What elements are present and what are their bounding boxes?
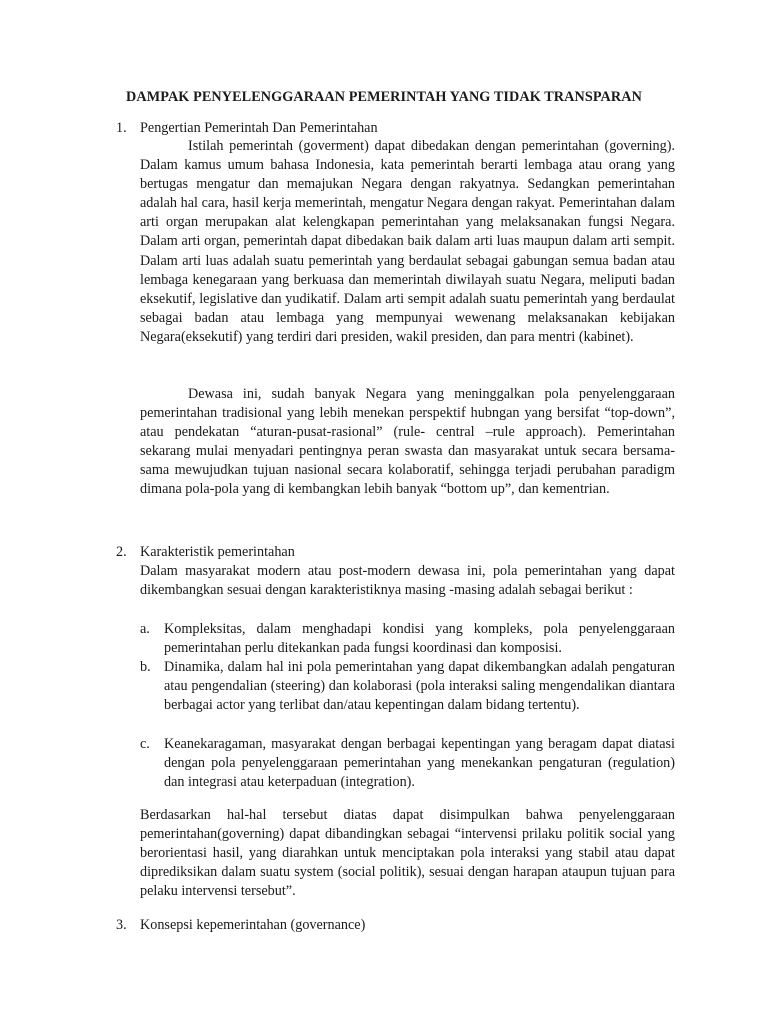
section-2-heading	[116, 544, 295, 561]
section-3-number: 3.	[116, 917, 127, 933]
section-1-number: 1.	[116, 120, 127, 136]
list-item-text: Dinamika, dalam hal ini pola pemerintahan yang dapat dikembangkan adalah pengaturan atau pengendalian (steering) dan kolaborasi (pola interaksi saling mengendalikan diantara berbagai actor yang terlibat dan/atau kepentingan dalam bidang tertentu).	[164, 659, 675, 714]
list-marker-a: a.	[140, 621, 150, 637]
section-1-paragraph-1: Istilah pemerintah (goverment) dapat dibedakan dengan pemerintahan (governing). Dalam kamus umum bahasa Indonesia, kata pemerintah berarti lembaga atau orang yang bertugas mengatur dan memajukan Negara dengan rakyatnya. Sedangkan pemerintahan adalah hal cara, hasil kerja memerintah, mengatur Negara dengan rakyat. Pemerintahan dalam arti organ merupakan alat kelengkapan pemerintahan yang melaksanakan fungsi Negara. Dalam arti organ, pemerintah dapat dibedakan baik dalam arti luas maupun dalam arti sempit. Dalam arti luas adalah suatu pemerintah yang berdaulat sebagai gabungan semua badan atau lembaga kenegaraan yang berkuasa dan memerintah diwilayah suatu Negara, meliputi badan eksekutif, legislative dan yudikatif. Dalam arti sempit adalah suatu pemerintah yang berdaulat sebagai badan atau lembaga yang mempunyai wewenang melaksanakan kebijakan Negara(eksekutif) yang terdiri dari presiden, wakil presiden, dan para mentri (kabinet).	[140, 138, 675, 345]
document-title: DAMPAK PENYELENGGARAAN PEMERINTAH YANG TIDAK TRANSPARAN	[126, 89, 642, 105]
section-2-number: 2.	[116, 544, 127, 560]
section-3-title: Konsepsi kepemerintahan (governance)	[140, 917, 366, 933]
section-3-heading	[116, 917, 365, 934]
section-1-title: Pengertian Pemerintah Dan Pemerintahan	[140, 120, 378, 136]
list-marker-b: b.	[140, 659, 151, 675]
section-1-heading	[116, 120, 378, 137]
list-item	[140, 620, 675, 658]
list-item	[140, 658, 675, 715]
list-item-text: Kompleksitas, dalam menghadapi kondisi yang kompleks, pola penyelenggaraan pemerintahan perlu ditekankan pada fungsi koordinasi dan komposisi.	[164, 621, 675, 657]
section-2-conclusion: Berdasarkan hal-hal tersebut diatas dapat disimpulkan bahwa penyelenggaraan pemerintahan(governing) dapat dibandingkan sebagai “intervensi prilaku politik social yang berorientasi hasil, yang diarahkan untuk menciptakan pola interaksi yang stabil atau dapat diprediksikan dalam suatu system (social politik), sesuai dengan harapan ataupun tujuan para pelaku intervensi tersebut”.	[140, 807, 675, 900]
section-2-intro: Dalam masyarakat modern atau post-modern dewasa ini, pola pemerintahan yang dapat dikembangkan sesuai dengan karakteristiknya masing -masing adalah sebagai berikut :	[140, 563, 675, 599]
section-2-title: Karakteristik pemerintahan	[140, 544, 295, 560]
section-1-paragraph-2: Dewasa ini, sudah banyak Negara yang meninggalkan pola penyelenggaraan pemerintahan tradisional yang lebih menekan perspektif hubngan yang bersifat “top-down”, atau pendekatan “aturan-pusat-rasional” (rule- central –rule approach). Pemerintahan sekarang mulai menyadari pentingnya peran swasta dan masyarakat untuk secara bersama-sama mewujudkan tujuan nasional secara kolaboratif, sehingga terjadi perubahan paradigm dimana pola-pola yang di kembangkan lebih banyak “bottom up”, dan kementrian.	[140, 386, 675, 498]
list-marker-c: c.	[140, 736, 150, 752]
list-item	[140, 735, 675, 792]
list-item-text: Keanekaragaman, masyarakat dengan berbagai kepentingan yang beragam dapat diatasi dengan pola penyelenggaraan pemerintahan yang menekankan pengaturan (regulation) dan integrasi atau keterpaduan (integration).	[164, 736, 675, 791]
